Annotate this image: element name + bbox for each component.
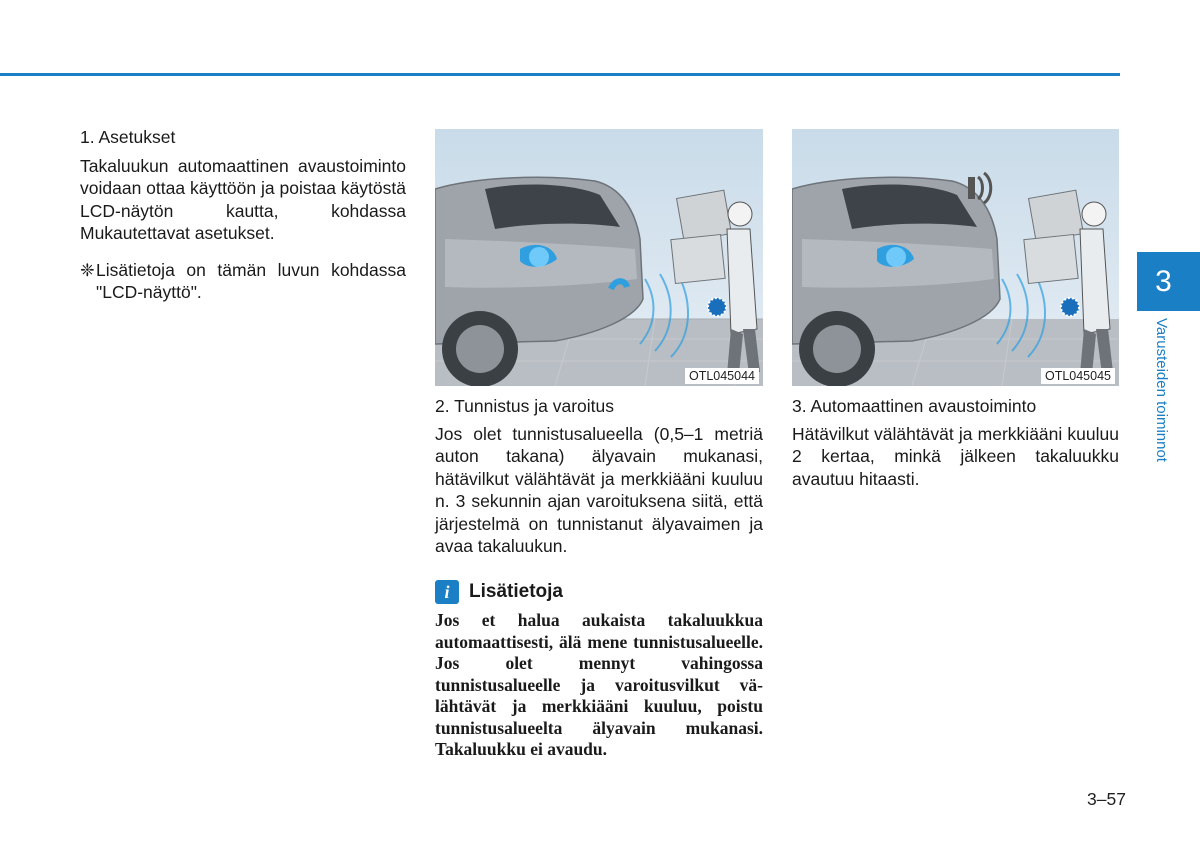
chapter-tab: 3 bbox=[1137, 252, 1200, 311]
figure-auto-open bbox=[792, 129, 1119, 386]
settings-heading: 1. Asetukset bbox=[80, 127, 176, 147]
info-icon: i bbox=[435, 580, 459, 604]
detection-paragraph: Jos olet tunnistusalueella (0,5–1 metriä auton takana) älyavain mukanasi, hätävilkut välähtävät ja merkkiääni kuuluu n. 3 sekunnin ajan varoituksena siitä, että järjestelmä on tunnistanut älyavaimen ja avaa takaluukun. bbox=[435, 423, 763, 556]
auto-open-section bbox=[792, 395, 1119, 490]
detection-heading: 2. Tunnistus ja varoitus bbox=[435, 396, 614, 416]
detection-section bbox=[435, 395, 763, 558]
illustration-car-beeping bbox=[792, 129, 1119, 386]
auto-open-heading: 3. Automaattinen avaustoiminto bbox=[792, 396, 1037, 416]
reference-note bbox=[80, 259, 406, 304]
figure-detection-warning bbox=[435, 129, 763, 386]
settings-paragraph: Takaluukun automaattinen avaustoiminto voidaan ottaa käyttöön ja poistaa käytöstä LCD-näytön kautta, kohdassa Mukautettavat asetukset. bbox=[80, 155, 406, 243]
chapter-title: Varusteiden toiminnot bbox=[1153, 318, 1170, 462]
info-box bbox=[435, 580, 763, 761]
figure-code: OTL045045 bbox=[1041, 368, 1115, 384]
page-number: 3–57 bbox=[1087, 789, 1126, 809]
illustration-car-person-approaching bbox=[435, 129, 763, 386]
note-text: Lisätietoja on tämän luvun kohdassa "LCD-näyttö". bbox=[96, 259, 406, 302]
note-mark: ❈ bbox=[80, 259, 95, 280]
figure-code: OTL045044 bbox=[685, 368, 759, 384]
info-title: Lisätietoja bbox=[469, 581, 563, 602]
info-title-row bbox=[435, 580, 763, 604]
auto-open-paragraph: Hätävilkut välähtävät ja merkkiääni kuuluu 2 kertaa, minkä jälkeen takaluukku avautuu hitaasti. bbox=[792, 423, 1119, 489]
settings-section bbox=[80, 126, 406, 304]
header-rule bbox=[0, 73, 1120, 76]
info-text: Jos et halua aukaista takaluukkua automaattisesti, älä mene tunnistusalueelle. Jos olet mennyt vahingossa tunnistusalueelle ja varoitusvilkut välähtävät ja merkkiääni kuuluu, poistu tunnistusalueelta älyavain mukanasi. Takaluukku ei avaudu. bbox=[435, 610, 763, 759]
